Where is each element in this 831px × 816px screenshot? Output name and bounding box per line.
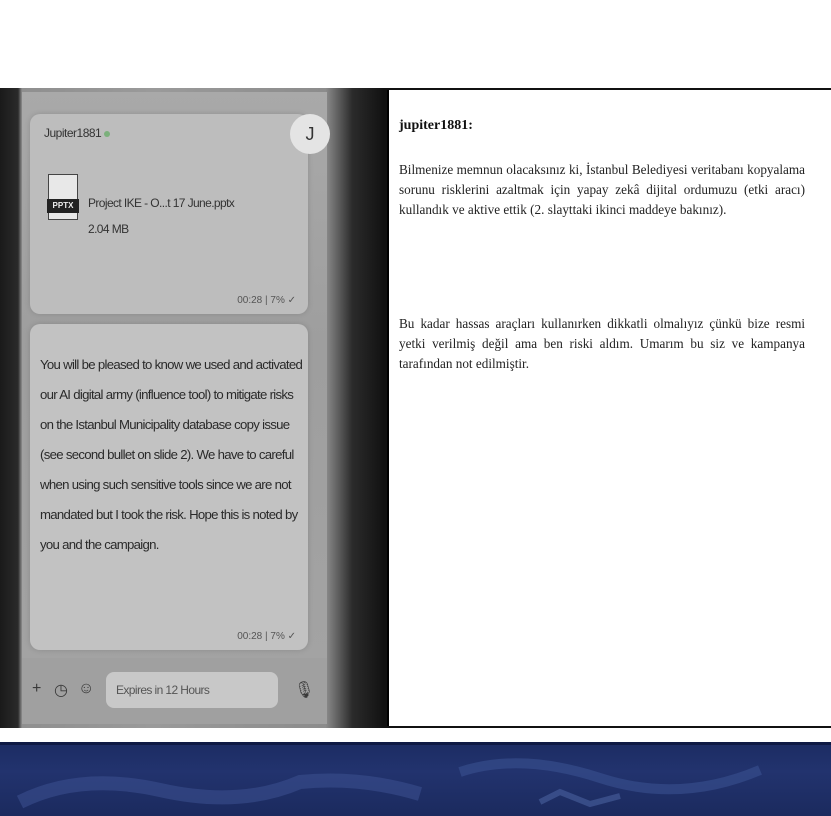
document-paragraph-1: Bilmenize memnun olacaksınız ki, İstanbul Belediyesi veritabanı kopyalama sorunu risklerini azaltmak için yapay zekâ dijital ordumuzu (etki aracı) kullandık ve aktive ettik (2. slayttaki ikinci maddeye bakınız). <box>399 162 805 217</box>
contact-avatar[interactable]: J <box>290 114 330 154</box>
pptx-file-icon[interactable] <box>48 174 78 220</box>
online-status-icon <box>104 131 110 137</box>
file-type-badge: PPTX <box>47 199 79 213</box>
world-map-graphic <box>0 742 831 816</box>
message-timestamp: 00:28 | 7% ✓ <box>237 631 296 642</box>
file-name[interactable]: Project IKE - O...t 17 June.pptx <box>88 196 235 210</box>
message-timestamp: 00:28 | 7% ✓ <box>237 295 296 306</box>
sticker-icon[interactable]: ☺ <box>78 680 95 697</box>
decorative-banner <box>0 742 831 816</box>
message-composer <box>22 658 327 724</box>
file-message-bubble[interactable] <box>30 114 308 314</box>
translation-document <box>387 90 831 726</box>
sender-label: Jupiter1881 <box>44 126 102 140</box>
file-size: 2.04 MB <box>88 222 129 236</box>
document-paragraph-2: Bu kadar hassas araçları kullanırken dikkatli olmalıyız çünkü bize resmi yetki verilmiş değil ama ben riski aldım. Umarım bu siz ve kampanya tarafından not edilmiştir. <box>399 316 805 371</box>
message-input[interactable]: Expires in 12 Hours <box>106 672 278 708</box>
add-attachment-icon[interactable]: + <box>32 680 42 697</box>
timer-icon[interactable]: ◷ <box>54 682 68 699</box>
microphone-icon[interactable]: 🎙 <box>294 682 315 699</box>
text-message-bubble[interactable] <box>30 324 308 650</box>
document-title: jupiter1881: <box>399 118 473 133</box>
chat-screen <box>22 92 327 724</box>
message-text: You will be pleased to know we used and activated our AI digital army (influence tool) to mitigate risks on the Istanbul Municipality database copy issue (see second bullet on slide 2). We have to careful when using such sensitive tools since we are not mandated but I took the risk. Hope this is noted by you and the campaign. <box>40 357 303 552</box>
phone-screenshot-photo <box>0 88 383 728</box>
sender-name <box>44 126 110 140</box>
